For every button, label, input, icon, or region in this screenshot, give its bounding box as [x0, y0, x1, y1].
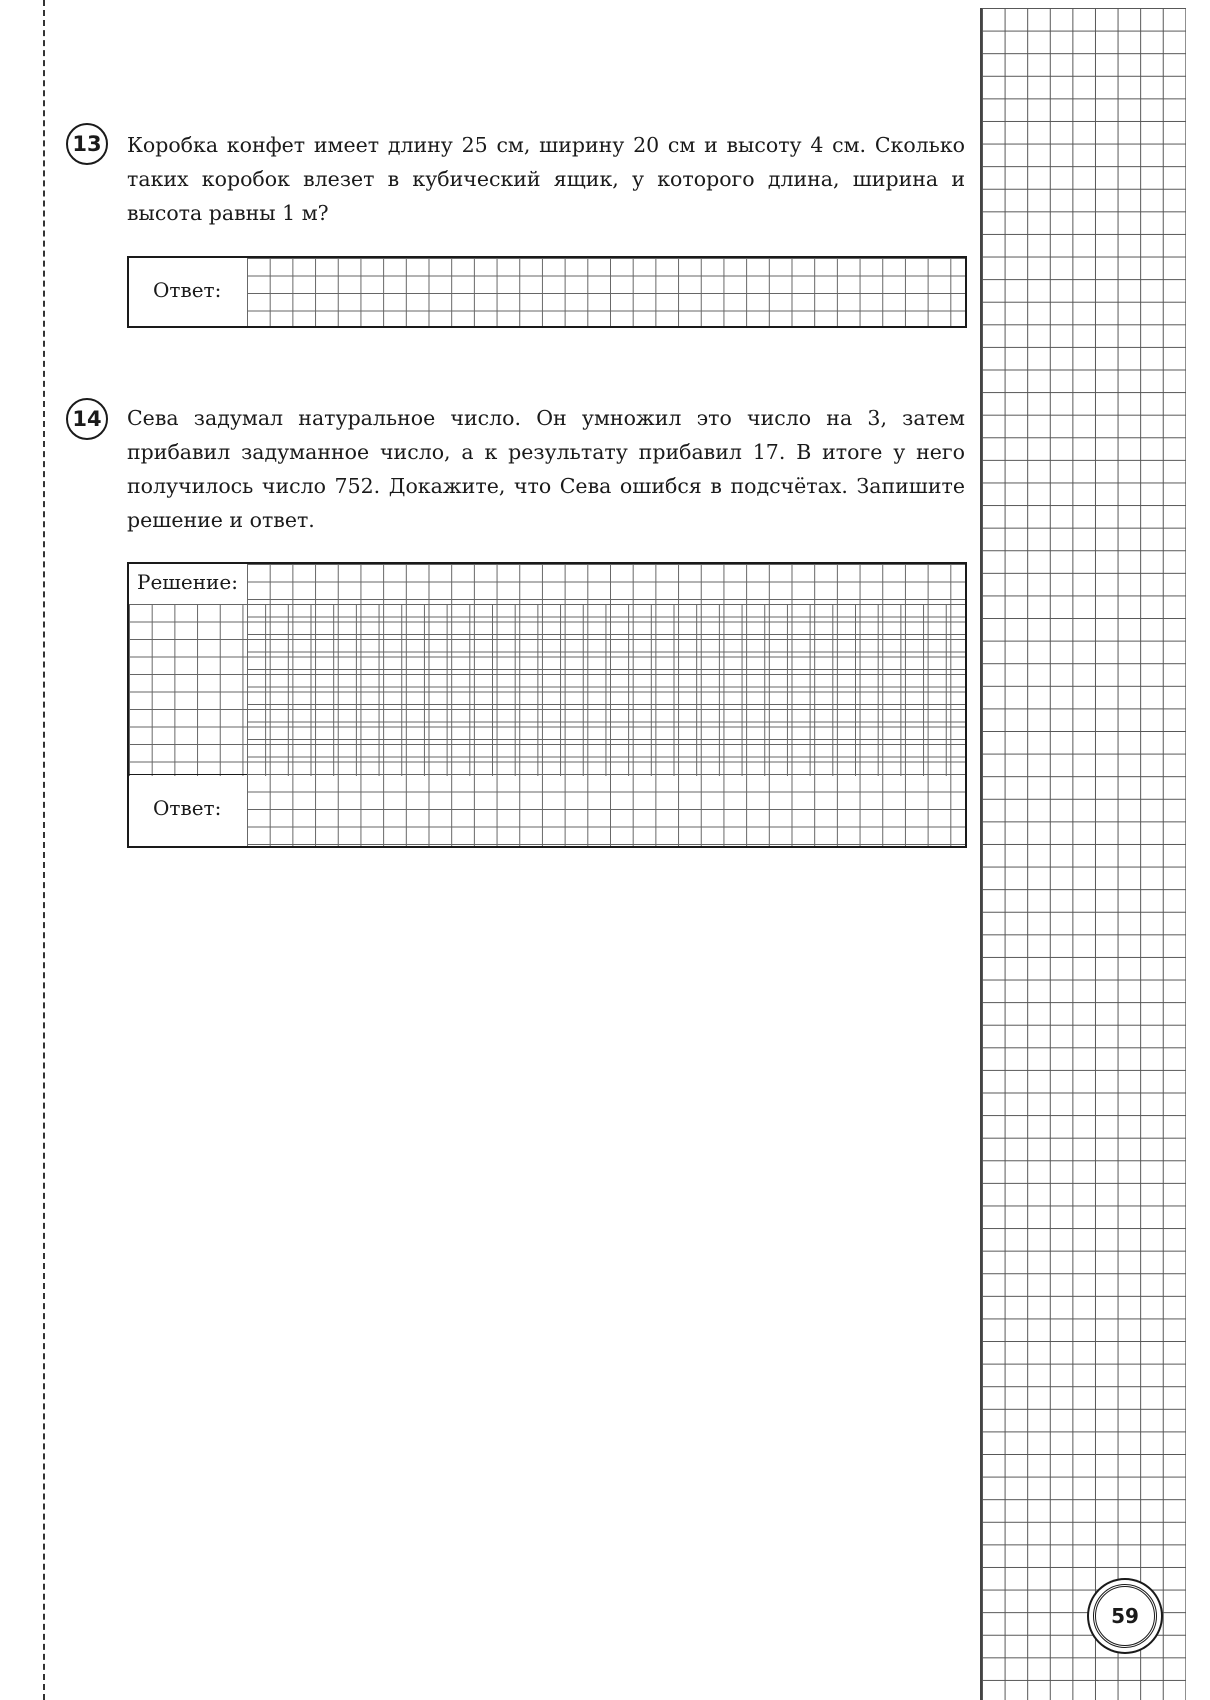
task-14-solution-label: Решение:	[133, 570, 242, 594]
margin-grid	[980, 8, 1186, 1700]
answer-divider	[129, 774, 247, 775]
task-13-text: Коробка конфет имеет длину 25 см, ширину 20 см и высоту 4 см. Сколько таких коробок влезет в кубический ящик, у которого длина, ширина и высота равны 1 м?	[127, 133, 965, 225]
task-13-answer-label: Ответ:	[149, 278, 225, 302]
task-14-text: Сева задумал натуральное число. Он умножил это число на 3, затем прибавил задуманное число, а к результату прибавил 17. В итоге у него получилось число 752. Докажите, что Сева ошибся в подсчётах. Запишите решение и ответ.	[127, 406, 965, 532]
solution-cells[interactable]	[247, 564, 965, 846]
task-14-answer-label: Ответ:	[149, 796, 225, 820]
task-13-answer-box[interactable]	[127, 256, 967, 328]
task-14-number: 14	[66, 398, 108, 440]
task-13-number: 13	[66, 123, 108, 165]
answer-cells[interactable]	[247, 258, 965, 326]
page-number: 59	[1093, 1584, 1157, 1648]
cut-line	[43, 0, 45, 1700]
task-14-solution-box[interactable]	[127, 562, 967, 848]
